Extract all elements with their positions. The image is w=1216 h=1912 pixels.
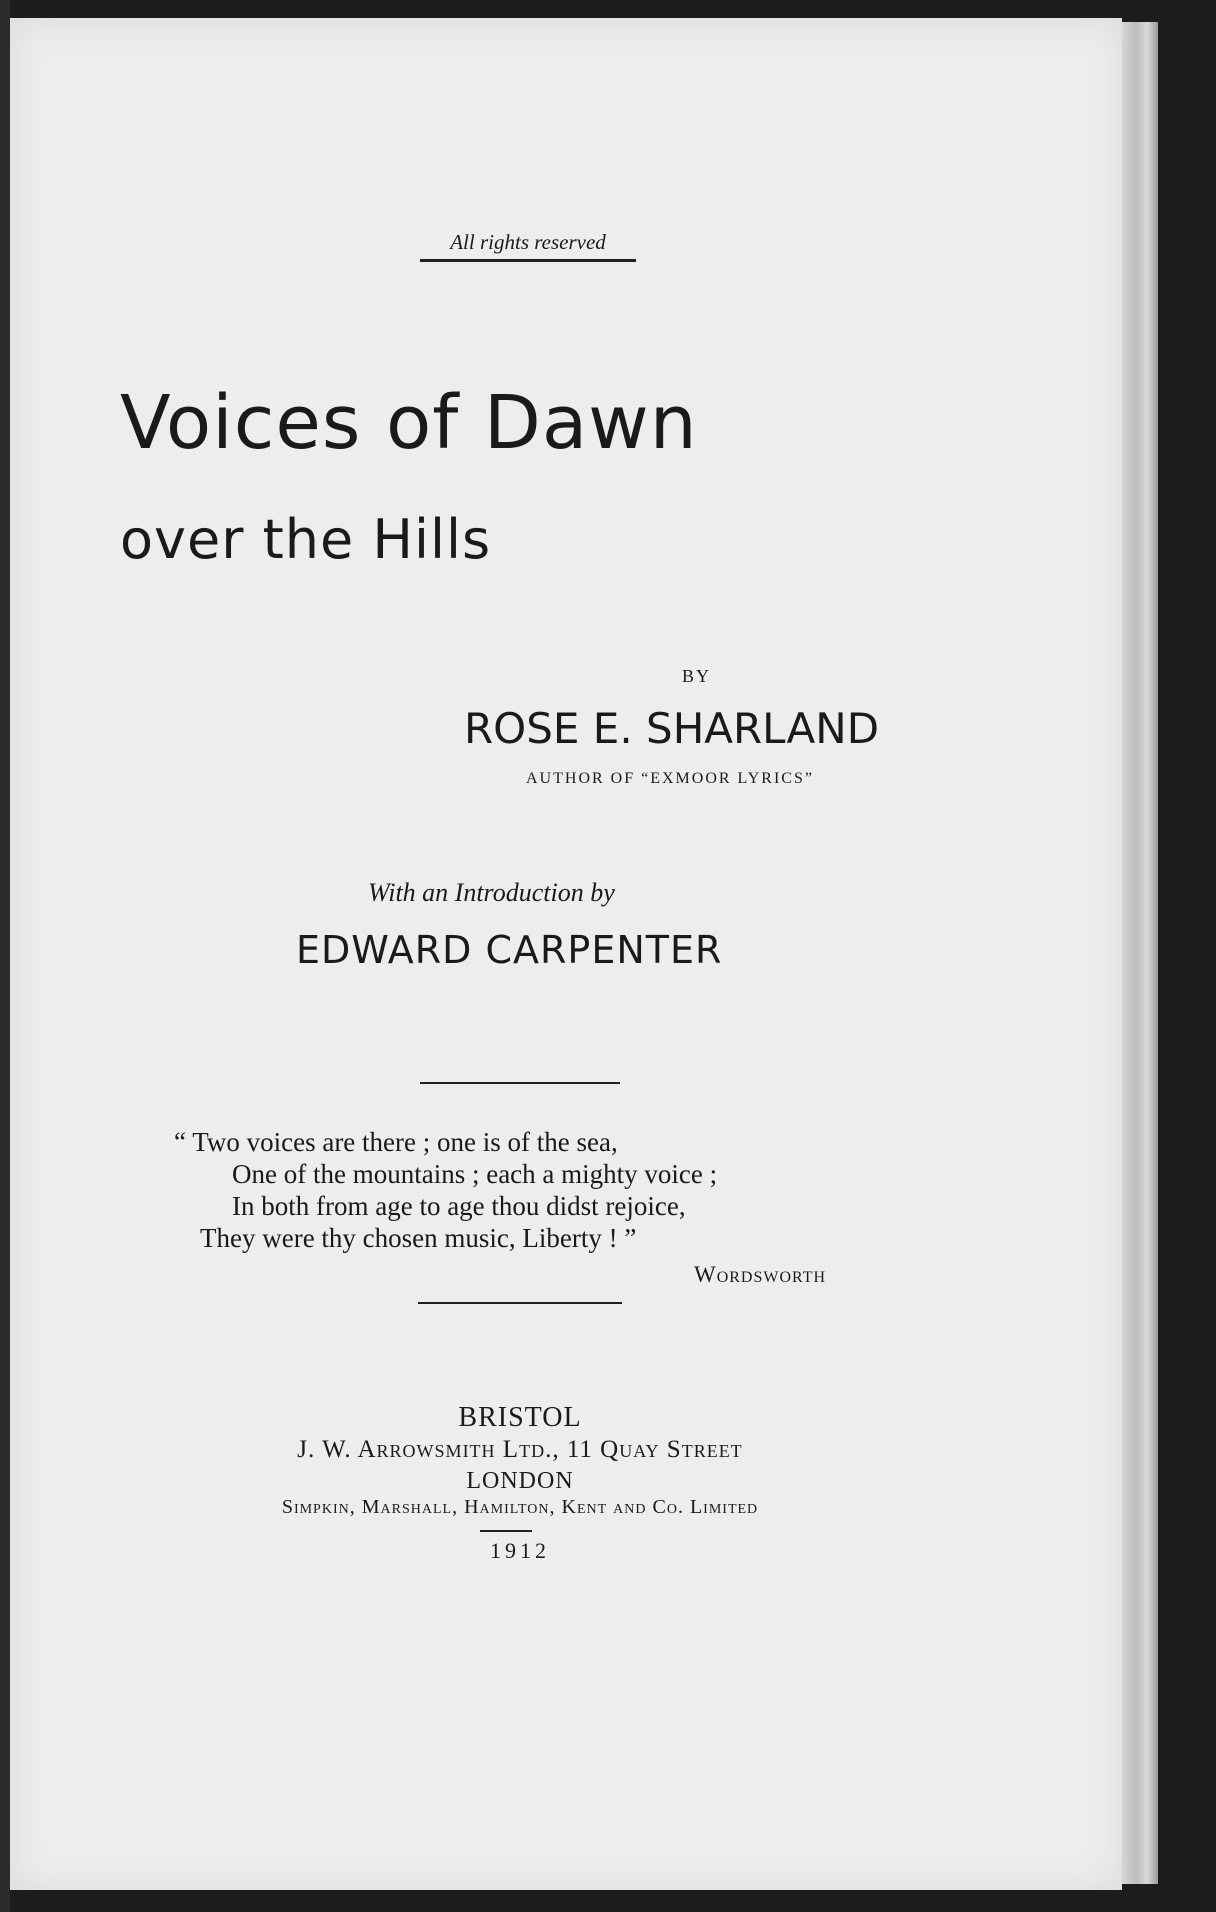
epigraph-line: They were thy chosen music, Liberty ! ” xyxy=(200,1223,637,1253)
imprint-city: BRISTOL xyxy=(458,1402,582,1433)
imprint-publisher: J. W. Arrowsmith Ltd., 11 Quay Street xyxy=(297,1436,743,1463)
divider-rule-bottom xyxy=(418,1302,622,1304)
rights-note: All rights reserved xyxy=(420,230,636,262)
imprint-publisher-secondary: Simpkin, Marshall, Hamilton, Kent and Co. Limited xyxy=(281,1496,759,1518)
epigraph-line: “ Two voices are there ; one is of the sea, xyxy=(174,1127,618,1157)
epigraph-attribution: Wordsworth xyxy=(694,1262,827,1287)
author-name: ROSE E. SHARLAND xyxy=(464,704,880,753)
page-stack-edge xyxy=(1122,22,1158,1884)
by-label: BY xyxy=(682,666,712,686)
epigraph-line: One of the mountains ; each a mighty voice ; xyxy=(232,1159,718,1189)
epigraph-line: In both from age to age thou didst rejoice, xyxy=(232,1191,686,1221)
introduction-author: EDWARD CARPENTER xyxy=(296,928,723,972)
book-title: Voices of Dawn xyxy=(120,380,698,466)
epigraph xyxy=(174,1126,717,1254)
title-page xyxy=(10,18,1122,1890)
imprint-city-secondary: LONDON xyxy=(466,1468,574,1494)
book-spine-edge xyxy=(0,0,10,1912)
author-note: AUTHOR OF “EXMOOR LYRICS” xyxy=(526,770,814,787)
divider-rule-top xyxy=(420,1082,620,1084)
introduction-label: With an Introduction by xyxy=(368,878,615,907)
publication-year: 1912 xyxy=(490,1538,550,1563)
book-subtitle: over the Hills xyxy=(120,508,492,571)
divider-rule-year xyxy=(480,1530,532,1532)
